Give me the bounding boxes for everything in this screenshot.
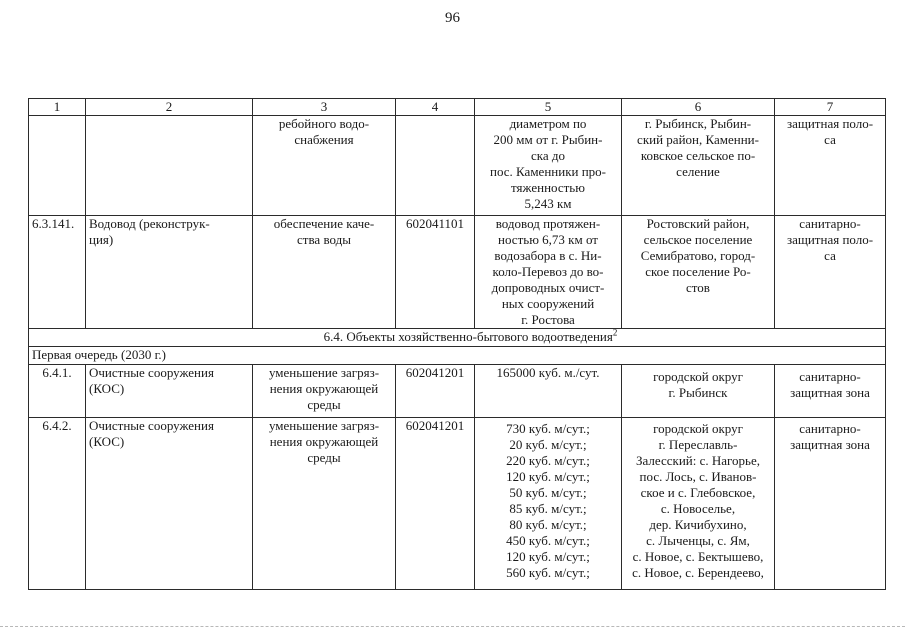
object-name-cell: Водовод (реконструк- ция) xyxy=(86,216,253,329)
zone-cell: санитарно- защитная зона xyxy=(775,365,886,418)
code-cell: 602041201 xyxy=(396,365,475,418)
location-cell: городской округ г. Рыбинск xyxy=(622,365,775,418)
row-number-cell: 6.4.1. xyxy=(29,365,86,418)
code-cell xyxy=(396,116,475,216)
continuation-row xyxy=(29,116,886,216)
zone-cell: защитная поло- са xyxy=(775,116,886,216)
object-name-cell: Очистные сооружения (КОС) xyxy=(86,418,253,590)
characteristics-cell: водовод протяжен- ностью 6,73 км от водозабора в с. Ни- коло-Перевоз до во- допроводных очист- ных сооружений г. Ростова xyxy=(475,216,622,329)
purpose-cell: уменьшение загряз- нения окружающей среды xyxy=(253,365,396,418)
row-number-cell xyxy=(29,116,86,216)
row-number-cell: 6.4.2. xyxy=(29,418,86,590)
table-row xyxy=(29,365,886,418)
table-row xyxy=(29,418,886,590)
location-cell: городской округ г. Переславль- Залесский: с. Нагорье, пос. Лось, с. Иванов- ское и с. Глебовское, с. Новоселье, дер. Кичибухино, с. Лыченцы, с. Ям, с. Новое, с. Бектышево, с. Новое, с. Берендеево, xyxy=(622,418,775,590)
section-title-text: 6.4. Объекты хозяйственно-бытового водоотведения xyxy=(323,329,613,344)
section-footnote-mark: 2 xyxy=(612,328,618,338)
section-header-row xyxy=(29,329,886,347)
zone-cell: санитарно- защитная зона xyxy=(775,418,886,590)
column-number: 3 xyxy=(253,99,396,116)
column-number: 7 xyxy=(775,99,886,116)
table-row xyxy=(29,216,886,329)
page-number: 96 xyxy=(445,10,460,26)
column-number: 5 xyxy=(475,99,622,116)
purpose-cell: уменьшение загряз- нения окружающей среды xyxy=(253,418,396,590)
column-number-row xyxy=(29,99,886,116)
zone-cell: санитарно- защитная поло- са xyxy=(775,216,886,329)
code-cell: 602041201 xyxy=(396,418,475,590)
page-edge-line xyxy=(0,626,905,627)
object-name-cell: Очистные сооружения (КОС) xyxy=(86,365,253,418)
stage-label: Первая очередь (2030 г.) xyxy=(29,347,886,365)
location-cell: Ростовский район, сельское поселение Семибратово, город- ское поселение Ро- стов xyxy=(622,216,775,329)
column-number: 6 xyxy=(622,99,775,116)
column-number: 1 xyxy=(29,99,86,116)
code-cell: 602041101 xyxy=(396,216,475,329)
purpose-cell: обеспечение качe- ства воды xyxy=(253,216,396,329)
row-number-cell: 6.3.141. xyxy=(29,216,86,329)
purpose-cell: ребойного водо- снабжения xyxy=(253,116,396,216)
characteristics-cell: 165000 куб. м./сут. xyxy=(475,365,622,418)
object-name-cell xyxy=(86,116,253,216)
characteristics-cell: диаметром по 200 мм от г. Рыбин- ска до пос. Каменники про- тяженностью 5,243 км xyxy=(475,116,622,216)
column-number: 4 xyxy=(396,99,475,116)
column-number: 2 xyxy=(86,99,253,116)
location-cell: г. Рыбинск, Рыбин- ский район, Каменни- ковское сельское по- селение xyxy=(622,116,775,216)
characteristics-cell: 730 куб. м/сут.; 20 куб. м/сут.; 220 куб. м/сут.; 120 куб. м/сут.; 50 куб. м/сут.; 85 куб. м/сут.; 80 куб. м/сут.; 450 куб. м/сут.; 120 куб. м/сут.; 560 куб. м/сут.; xyxy=(475,418,622,590)
stage-row xyxy=(29,347,886,365)
section-title xyxy=(29,329,886,347)
objects-table xyxy=(28,98,886,590)
